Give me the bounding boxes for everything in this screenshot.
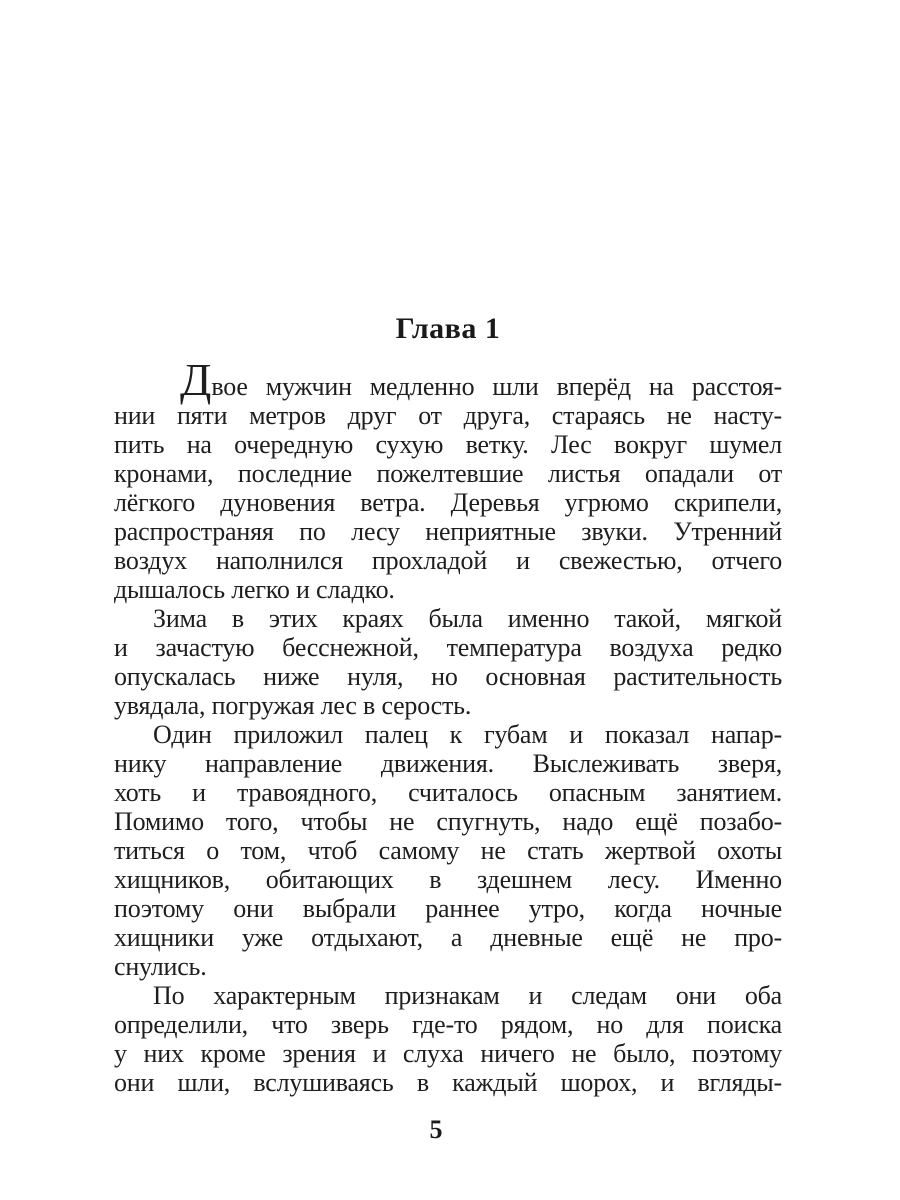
body-line: распространяя по лесу неприятные звуки. Утренний (114, 517, 782, 546)
body-line: лёгкого дуновения ветра. Деревья угрюмо скрипели, (114, 488, 782, 517)
body-line: воздух наполнился прохладой и свежестью, отчего (114, 546, 782, 575)
body-line: кронами, последние пожелтевшие листья опадали от (114, 459, 782, 488)
body-line: Двое мужчин медленно шли вперёд на расстоя- (180, 354, 782, 405)
body-line: хищники уже отдыхают, а дневные ещё не про- (114, 923, 782, 952)
body-line: нику направление движения. Выслеживать зверя, (114, 749, 782, 778)
body-line: дышалось легко и сладко. (114, 575, 395, 604)
chapter-title: Глава 1 (395, 312, 501, 345)
body-line: титься о том, чтоб самому не стать жертвой охоты (114, 836, 782, 865)
body-text-block (114, 354, 782, 1097)
body-line: увядала, погружая лес в серость. (114, 691, 472, 720)
body-line: хоть и травоядного, считалось опасным занятием. (114, 778, 782, 807)
drop-cap-initial: Д (180, 354, 212, 405)
body-line: и зачастую бесснежной, температура воздуха редко (114, 633, 782, 662)
body-line: они шли, вслушиваясь в каждый шорох, и вгляды- (114, 1068, 782, 1097)
body-line: По характерным признакам и следам они оба (153, 981, 782, 1010)
body-line: Один приложил палец к губам и показал напар- (153, 720, 782, 749)
body-line: Помимо того, чтобы не спугнуть, надо ещё позабо- (114, 807, 782, 836)
page-number: 5 (429, 1115, 443, 1144)
body-line: опускалась ниже нуля, но основная растительность (114, 662, 782, 691)
body-line: хищников, обитающих в здешнем лесу. Именно (114, 865, 782, 894)
body-line: снулись. (114, 952, 207, 981)
body-line: определили, что зверь где-то рядом, но для поиска (114, 1010, 782, 1039)
body-line: у них кроме зрения и слуха ничего не было, поэтому (114, 1039, 782, 1068)
body-line: нии пяти метров друг от друга, стараясь не насту- (114, 401, 782, 430)
body-line: пить на очередную сухую ветку. Лес вокруг шумел (114, 430, 782, 459)
body-line: Зима в этих краях была именно такой, мягкой (153, 604, 782, 633)
body-line: поэтому они выбрали раннее утро, когда ночные (114, 894, 782, 923)
